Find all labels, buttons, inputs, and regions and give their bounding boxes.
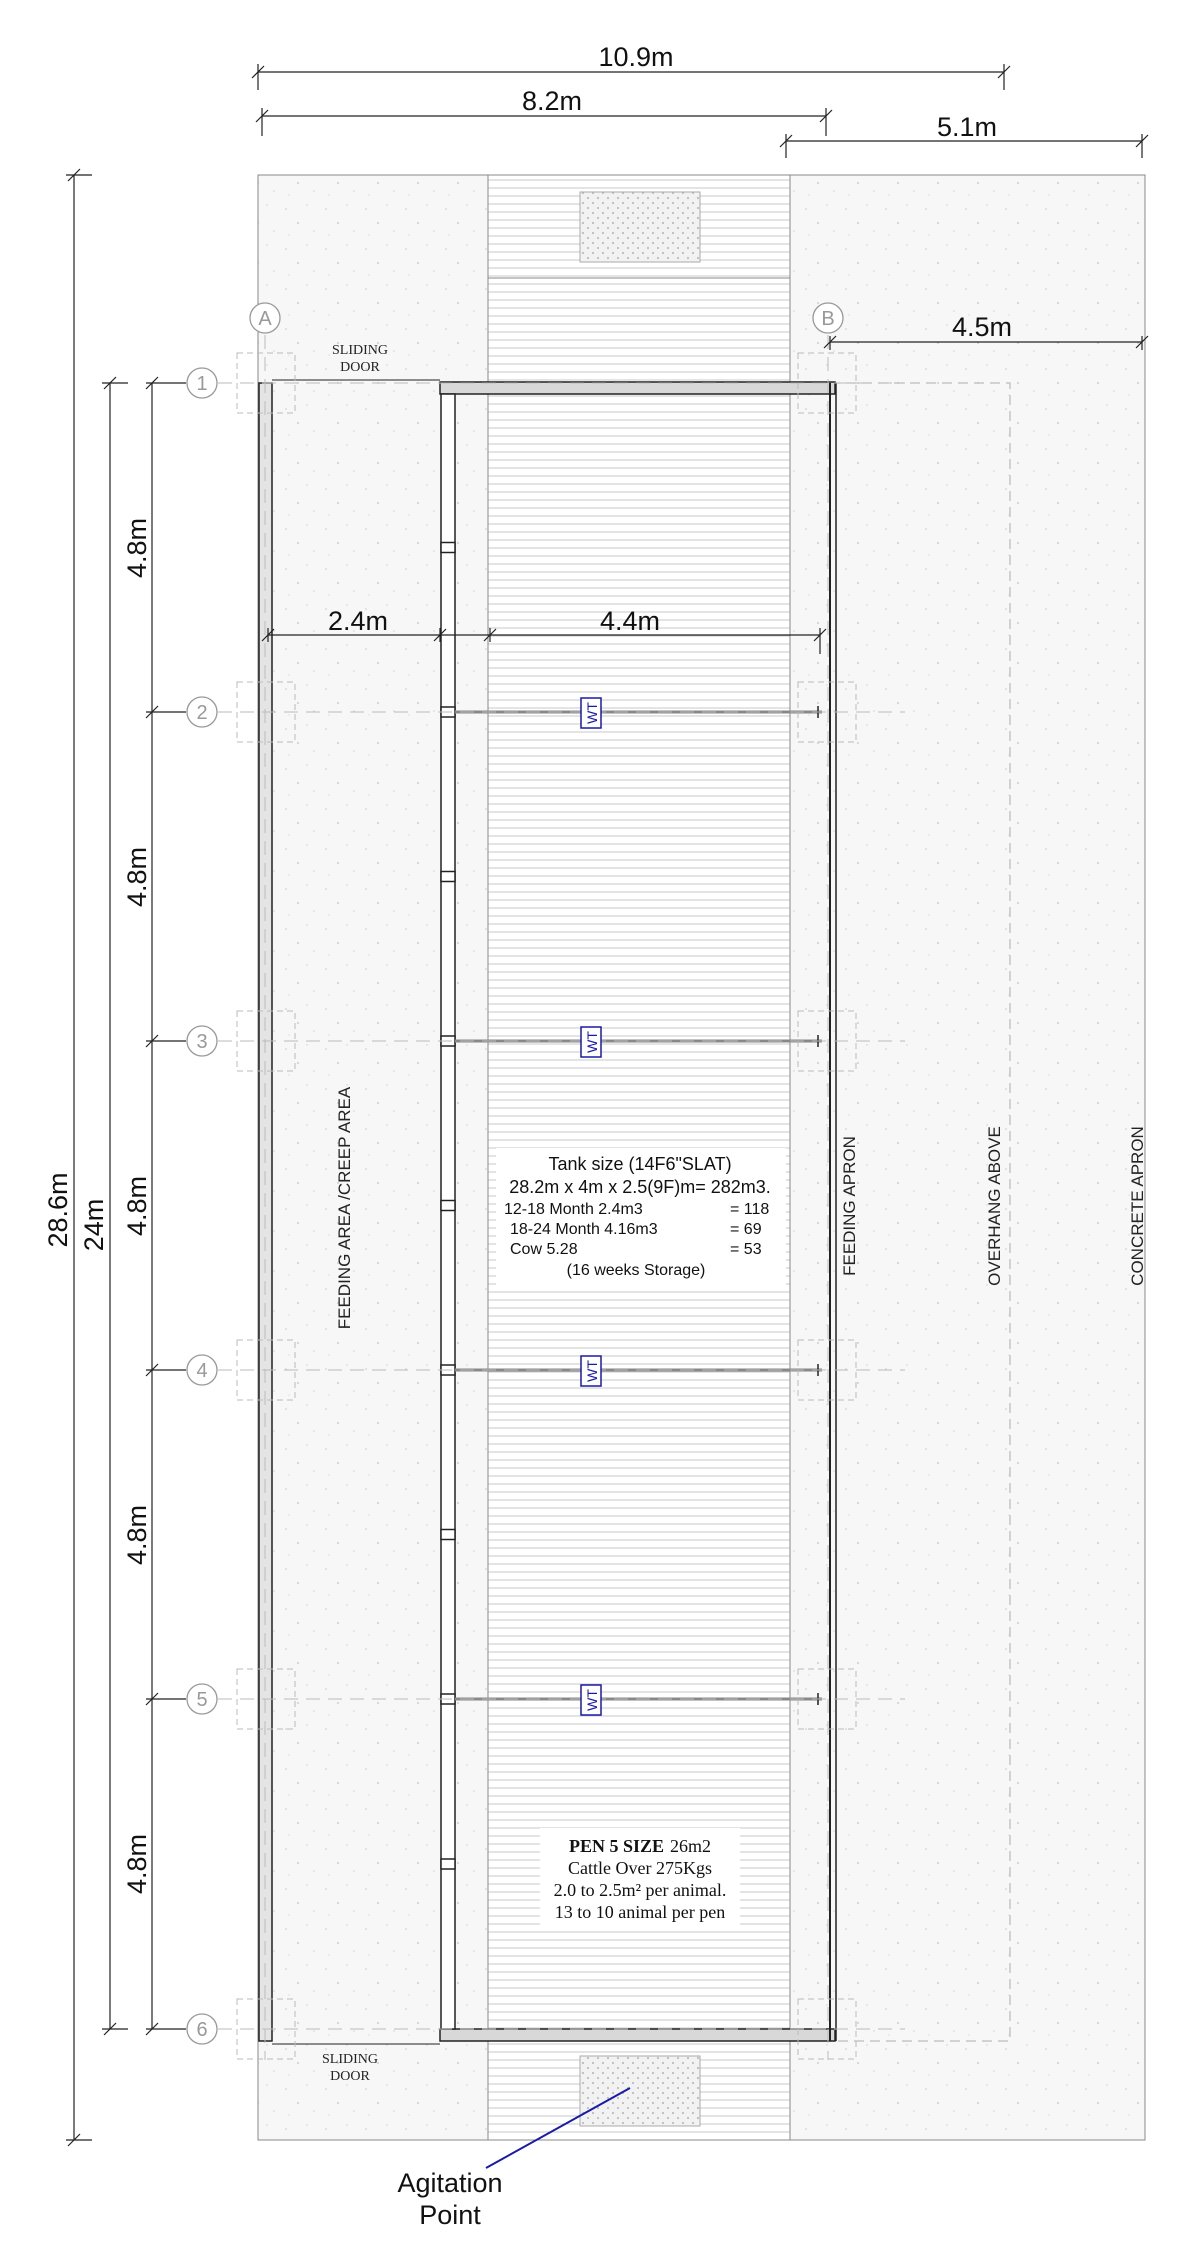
svg-text:WT: WT (584, 1689, 600, 1711)
grid-label-3: 3 (196, 1031, 208, 1053)
sliding-door-bottom-line2: DOOR (330, 2069, 370, 2084)
grid-label-5: 5 (196, 1689, 208, 1711)
barrier-post (441, 543, 455, 553)
tank-note-storage: (16 weeks Storage) (566, 1262, 706, 1279)
water-trough-5 (581, 1685, 601, 1715)
sliding-door-top-line1: SLIDING (332, 343, 388, 358)
grid-label-6: 6 (196, 2019, 208, 2041)
dim-feeding-area: 2.4m (327, 606, 389, 636)
wall-bottom (440, 2029, 835, 2041)
pen-note-title: PEN 5 SIZE 26m2 (568, 1836, 712, 1856)
tank-note-row2-label: 18-24 Month 4.16m3 (510, 1221, 658, 1238)
barrier-post (441, 872, 455, 882)
svg-text:WT: WT (584, 1031, 600, 1053)
feeding-apron-label: FEEDING APRON (840, 1136, 859, 1276)
dim-overhang: 4.5m (951, 312, 1013, 342)
dim-bay-5: 4.8m (122, 1833, 152, 1895)
agitation-label-line2: Point (419, 2200, 481, 2230)
tank-note-row3-value: = 53 (730, 1241, 762, 1258)
dim-top-right: 5.1m (936, 112, 998, 142)
overhang-above-label: OVERHANG ABOVE (985, 1126, 1004, 1286)
tank-note-size: 28.2m x 4m x 2.5(9F)m= 282m3. (509, 1177, 771, 1197)
dim-tank-width: 4.4m (599, 606, 661, 636)
dim-bay-2: 4.8m (122, 846, 152, 908)
dim-top-overall: 10.9m (598, 42, 674, 72)
grid-row-bubbles (187, 368, 217, 2044)
feed-barrier (441, 394, 455, 2029)
concrete-apron-label: CONCRETE APRON (1128, 1126, 1147, 1286)
agitation-label-line1: Agitation (397, 2168, 503, 2198)
dim-top-building: 8.2m (521, 86, 583, 116)
tank-note-row1-value: = 118 (730, 1201, 770, 1218)
dim-bay-1: 4.8m (122, 517, 152, 579)
grid-label-b: B (821, 308, 835, 330)
grid-label-1: 1 (196, 373, 208, 395)
barrier-post (441, 1859, 455, 1869)
water-trough-4 (581, 1356, 601, 1386)
sliding-door-bottom-line1: SLIDING (322, 2052, 378, 2067)
wall-top (440, 382, 835, 394)
pen-note-line1: Cattle Over 275Kgs (568, 1858, 712, 1878)
svg-text:WT: WT (584, 702, 600, 724)
barrier-post (441, 1201, 455, 1211)
tank-note-row2-value: = 69 (730, 1221, 762, 1238)
pen-note-line3: 13 to 10 animal per pen (554, 1902, 726, 1922)
dim-overall-length: 28.6m (43, 1172, 73, 1248)
water-trough-2 (581, 698, 601, 728)
feeding-area-label: FEEDING AREA /CREEP AREA (335, 1086, 354, 1330)
water-trough-3 (581, 1027, 601, 1057)
dim-bay-3: 4.8m (122, 1175, 152, 1237)
sliding-door-top-line2: DOOR (340, 360, 380, 375)
pen-note-line2: 2.0 to 2.5m² per animal. (553, 1880, 727, 1900)
grid-label-2: 2 (196, 702, 208, 724)
svg-text:WT: WT (584, 1360, 600, 1382)
grid-label-4: 4 (196, 1360, 208, 1382)
tank-note-row1-label: 12-18 Month 2.4m3 (504, 1201, 643, 1218)
barrier-post (441, 1530, 455, 1540)
dim-building-length: 24m (79, 1198, 109, 1252)
agitation-point-bottom (580, 2056, 700, 2126)
agitation-point-top (580, 192, 700, 262)
tank-note-row3-label: Cow 5.28 (510, 1241, 578, 1258)
tank-note-title: Tank size (14F6"SLAT) (548, 1154, 732, 1174)
dim-bay-4: 4.8m (122, 1504, 152, 1566)
grid-label-a: A (258, 308, 272, 330)
